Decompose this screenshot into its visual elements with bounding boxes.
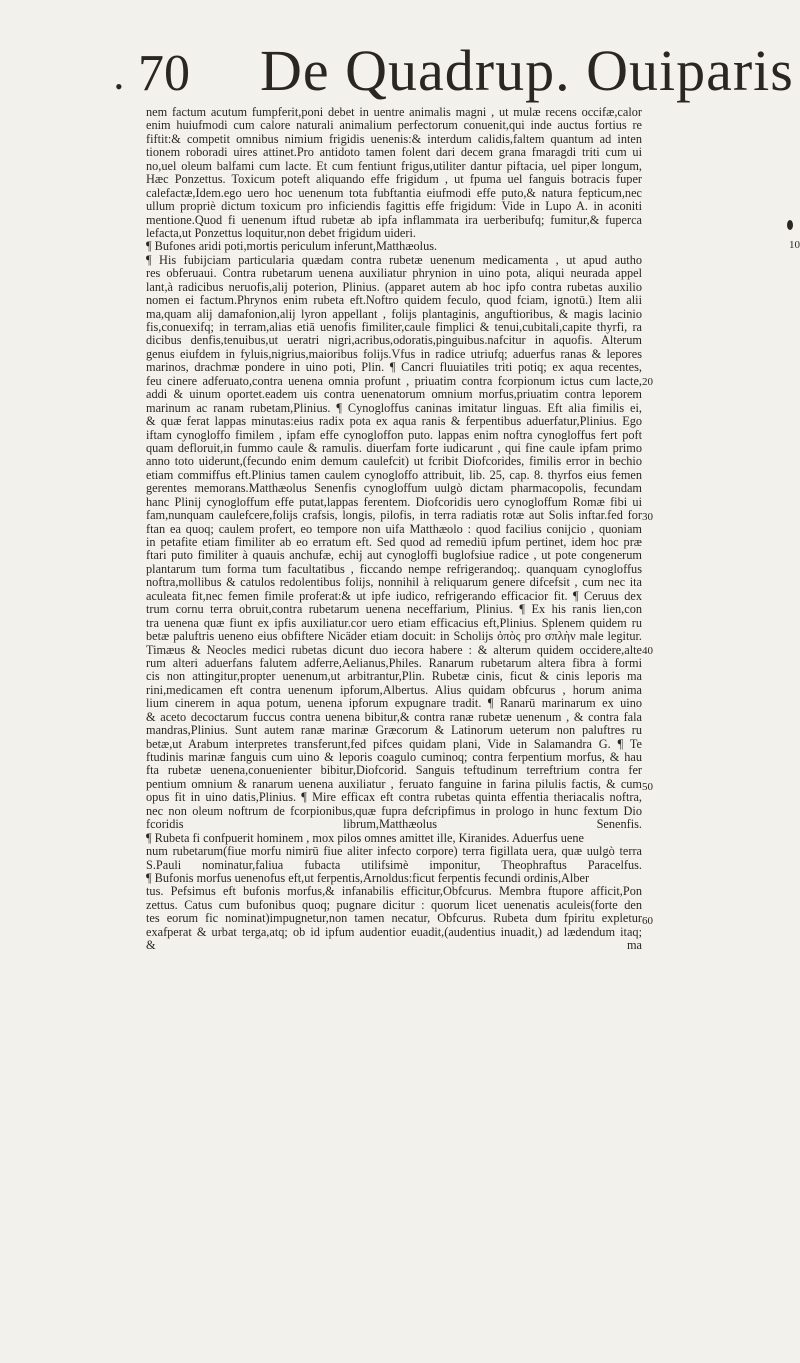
text-line: genus eiufdem in fyluis,nigrius,maioribus folijs.Vfus in radice utriufq; aduerfus ranas & lepores [146, 347, 642, 361]
text-line: tes eorum fic nominat)impugnetur,non tamen necatur, Obfcurus. Rubeta dum fpiritu expletur [146, 912, 642, 926]
text-line: ftudinis marinæ fanguis cum uino & leporis coagulo cuminoq; contra ferpentium morfus, & hau [146, 751, 642, 764]
text-line: addi & uinum oportet.eadem uis contra uenenatorum omnium morfus,priuatim contra leporem [146, 388, 642, 402]
ink-blot [787, 220, 793, 230]
text-line: Hæc Ponzettus. Toxicum poteft aliquando effe frigidum , ut fpuma uel fanguis botracis fuper [146, 173, 642, 187]
text-line: cis non attingitur,propter uenenum,ut arbitrantur,Plin. Rubetæ cinis, ficut & cinis leporis ma [146, 670, 642, 684]
text-line: fis,conuexifq; in terram,alias etiā uenofis fimiliter,caule fimplici & tenui,cubitali,capite thyrfi, ra [146, 321, 642, 334]
margin-line-number: 20 [642, 376, 653, 388]
text-line: ullum propriè dictum toxicum pro inficiendis fagittis effe frigidum: Vide in Lupo A. in aconiti [146, 200, 642, 214]
text-line: ¶ Bufonis morfus uenenofus eft,ut ferpentis,Arnoldus:ficut ferpentis fecundi ordinis,Alber [146, 871, 590, 885]
margin-line-number: 30 [642, 511, 653, 523]
text-line: mandras,Plinius. Sunt autem ranæ marinæ Græcorum & Latinorum ueterum non paluftres ru [146, 724, 642, 738]
text-line: fcoridis librum,Matthæolus Senenfis. [146, 818, 642, 832]
running-head: De Quadrup. Ouiparis [260, 38, 794, 103]
text-line: fam,nunquam caulefcere,folijs crafsis, longis, pilofis, in terra radiatis rotæ aut Solis inftar.fed for [146, 509, 642, 523]
text-line: tus. Pefsimus eft bufonis morfus,& infanabilis efficitur,Obfcurus. Membra ftupore afficit,Pon [146, 885, 642, 899]
text-line: plantarum tum forma tum facultatibus , ficcando nempe refrigerandoq;. quanquam cynogloffus [146, 562, 642, 576]
text-line: zettus. Catus cum bufonibus quoq; pugnare dicitur : quorum licet uenenatis aculeis(forte den [146, 898, 642, 912]
text-line: & ma [146, 939, 642, 953]
text-line: & quæ ferat lappas minutas:eius radix pota ex aqua ranis & ferpentibus aduerfatur,Plinius. Ego [146, 415, 642, 429]
text-line: S.Pauli nominatur,faliua fubacta utilifsimè imponitur, Theophraftus Paracelfus. [146, 858, 642, 872]
text-line: opus fit in uino datis,Plinius. ¶ Mire efficax eft contra rubetas quinta effentia theriacalis noftra, [146, 791, 642, 805]
text-line: tra uenena quæ fiunt ex ipfis auxiliatur.cor uero etiam efficacius eft,Plinius. Splenem quidem ru [146, 616, 642, 630]
text-line: etiam commiffus eft.Plinius tamen caulem cynogloffo attribuit, lib. 25, cap. 8. thyrfos eius femen [146, 468, 642, 482]
text-line: betæ,ut Arabum interpretes transferunt,fed pifces quidam plani, Vide in Salamandra G. ¶ Te [146, 737, 642, 751]
text-line: enim huiufmodi cum calore naturali animalium perfectorum conuenit,qui inde auctus fortius re [146, 119, 642, 133]
text-line: feu cinere adferuato,contra uenena omnia profunt , priuatim contra fcorpionum ictus cum lacte, [146, 374, 642, 388]
text-line: fta rubetæ uenena,conuenienter bibitur,Diofcorid. Sanguis teftudinum terreftrium contra fer [146, 764, 642, 778]
text-line: quam defloruit,in fummo caule & ramulis. diuerfam forte iudicarunt , qui fine caule ipfam primo [146, 441, 642, 455]
text-line: num rubetarum(fiue morfu nimirū fiue aliter infecto corpore) terra figillata uera, quæ uulgò terra [146, 845, 642, 859]
text-line: calefactæ,Idem.ego uero hoc uenenum tota fubftantia eiufmodi effe puto,& natura fepticum,nec [146, 186, 642, 200]
page-number: 70 [138, 45, 190, 102]
text-line: exafperat & urbat terga,atq; ob id ipfum audentior euadit,(audentius inuadit,) ad lædendum itaq; [146, 925, 642, 939]
text-line: Timæus & Neocles medici rubetas dicunt duo iecora habere : & alterum quidem occidere,alte [146, 643, 642, 657]
text-line: gerentes memorans.Matthæolus Senenfis cynogloffum uulgò dictam pharmacopolis, fecundam [146, 482, 642, 496]
text-line: & aceto decoctarum fuccus contra uenena bibitur,& contra ranæ rubetæ uenenum , & contra fala [146, 710, 642, 724]
text-line: ma,quam alij damafonion,alij lyron appellant , folijs plantaginis, anguftioribus, & magis lacinio [146, 307, 642, 321]
text-line: marinum ac ranam rubetam,Plinius. ¶ Cynogloffus caninas imitatur linguas. Eft alia fimilis ei, [146, 401, 642, 415]
margin-line-number: 50 [642, 781, 653, 793]
text-line: pentium omnium & ranarum uenena auxiliatur , feruato fanguine in farina pilulis factis, & cum [146, 777, 642, 791]
text-line: mentione.Quod fi uenenum iftud rubetæ ab ipfa inflammata ira uerberibufq; fumitur,& fuperca [146, 213, 642, 227]
text-line: betæ paluftris ueneno eius obfiftere Nicäder etiam docuit: in Scholijs ὀπὸς pro σπλὴν male legitur. [146, 630, 642, 644]
header-bullet: • [115, 74, 123, 99]
text-line: noftra,mollibus & catulos redolentibus folijs, nonnihil à reliquarum genere difcefsit , cum nec ita [146, 576, 642, 590]
text-line: ¶ Bufones aridi poti,mortis periculum inferunt,Matthæolus. [146, 240, 438, 254]
text-line: nec non oleum noftrum de fcorpionibus,quæ fupra defcripfimus in prologo in hunc fextum Dio [146, 804, 642, 818]
text-line: tionem roboradi uires attinet.Pro antidoto tamen folent dari decem grana fmaragdi triti cum ui [146, 146, 642, 160]
text-line: no,uel oleum balfami cum lacte. Et cum fentiunt frigus,utiliter dantur piftacia, uel piper longum, [146, 159, 642, 173]
body-text [146, 106, 642, 953]
text-line: ftan ea quoq; caulem profert, eo tempore non uifa Matthæolo : quod facilius conijcio , quoniam [146, 522, 642, 536]
text-line: res obferuaui. Contra rubetarum uenena auxiliatur phrynion in uino pota, aliqui neurada appel [146, 267, 642, 281]
text-line: rini,medicamen eft contra uenenum ipforum,Albertus. Alius quidam obfcurus , horum anima [146, 683, 642, 697]
text-line: hanc Plinij cynogloffum effe putat,lappas ferentem. Diofcoridis uero cynogloffum Romæ fibi ui [146, 495, 642, 509]
text-line: lefacta,ut Ponzettus loquitur,non debet frigidum uideri. [146, 226, 416, 240]
text-line: ¶ His fubijciam particularia quædam contra rubetæ uenenum medicamenta , ut apud autho [146, 253, 642, 267]
text-line: anno toto uiderunt,(fecundo enim demum caulefcit) ut fcribit Diofcorides, fimilis error in bechio [146, 455, 642, 469]
margin-line-number: 40 [642, 645, 653, 657]
text-line: nem factum acutum fumpferit,poni debet in uentre animalis magni , ut mulæ recens occifæ,calor [146, 106, 642, 119]
text-line: trum cornu terra obruit,contra rubetarum uenena neceffarium, Plinius. ¶ Ex his ranis lien,con [146, 603, 642, 617]
text-line: nomen ei factum.Phrynos enim rubeta eft.Noftro quidem feculo, quod fciam, ignotū.) Item alii [146, 294, 642, 308]
text-line: in petafite etiam fimiliter ab eo erratum eft. Sed quod ad remediū ipfum pertinet, idem hoc præ [146, 536, 642, 549]
text-line: aculeata fit,nec femen fimile proferat:& ut ipfe iudico, refrigerando efficacior fit. ¶ Ceruus dex [146, 589, 642, 603]
margin-line-number: 60 [642, 915, 653, 927]
text-line: ¶ Rubeta fi confpuerit hominem , mox pilos omnes amittet ille, Kiranides. Aduerfus uene [146, 831, 584, 845]
margin-line-number: 10 [789, 239, 800, 251]
text-line: ftari puto fimiliter à quauis anchufæ, echij aut cynogloffi buglofsiue radice , ut pote congenerum [146, 549, 642, 563]
text-line: lium cinerem in aqua potum, uenena ipforum expugnare tradit. ¶ Ranarū marinarum ex uino [146, 697, 642, 711]
text-line: fiftit:& competit omnibus nimium frigidis uenenis:& interdum calidis,faltem quantum ad inten [146, 132, 642, 146]
text-line: lant,à radicibus neruofis,alij poterion, Plinius. (apparet autem ab hoc ipfo contra rubetas auxilio [146, 280, 642, 294]
text-line: iftam cynogloffo fimilem , ipfam effe cynogloffon puto. lappas enim noftra cynogloffus fert poft [146, 428, 642, 442]
text-line: rum alteri aduerfans falutem adferre,Aelianus,Philes. Ranarum rubetarum altera fibra à formi [146, 656, 642, 670]
text-line: marinos, drachmæ pondere in uino poti, Plin. ¶ Cancri fluuiatiles triti potiq; ex aqua recentes, [146, 361, 642, 375]
text-line: dicibus denfis,tenuibus,ut ueratri nigri,acribus,odoratis,pinguibus.nafcitur in aquofis. Alterum [146, 334, 642, 348]
page-header [0, 38, 800, 106]
